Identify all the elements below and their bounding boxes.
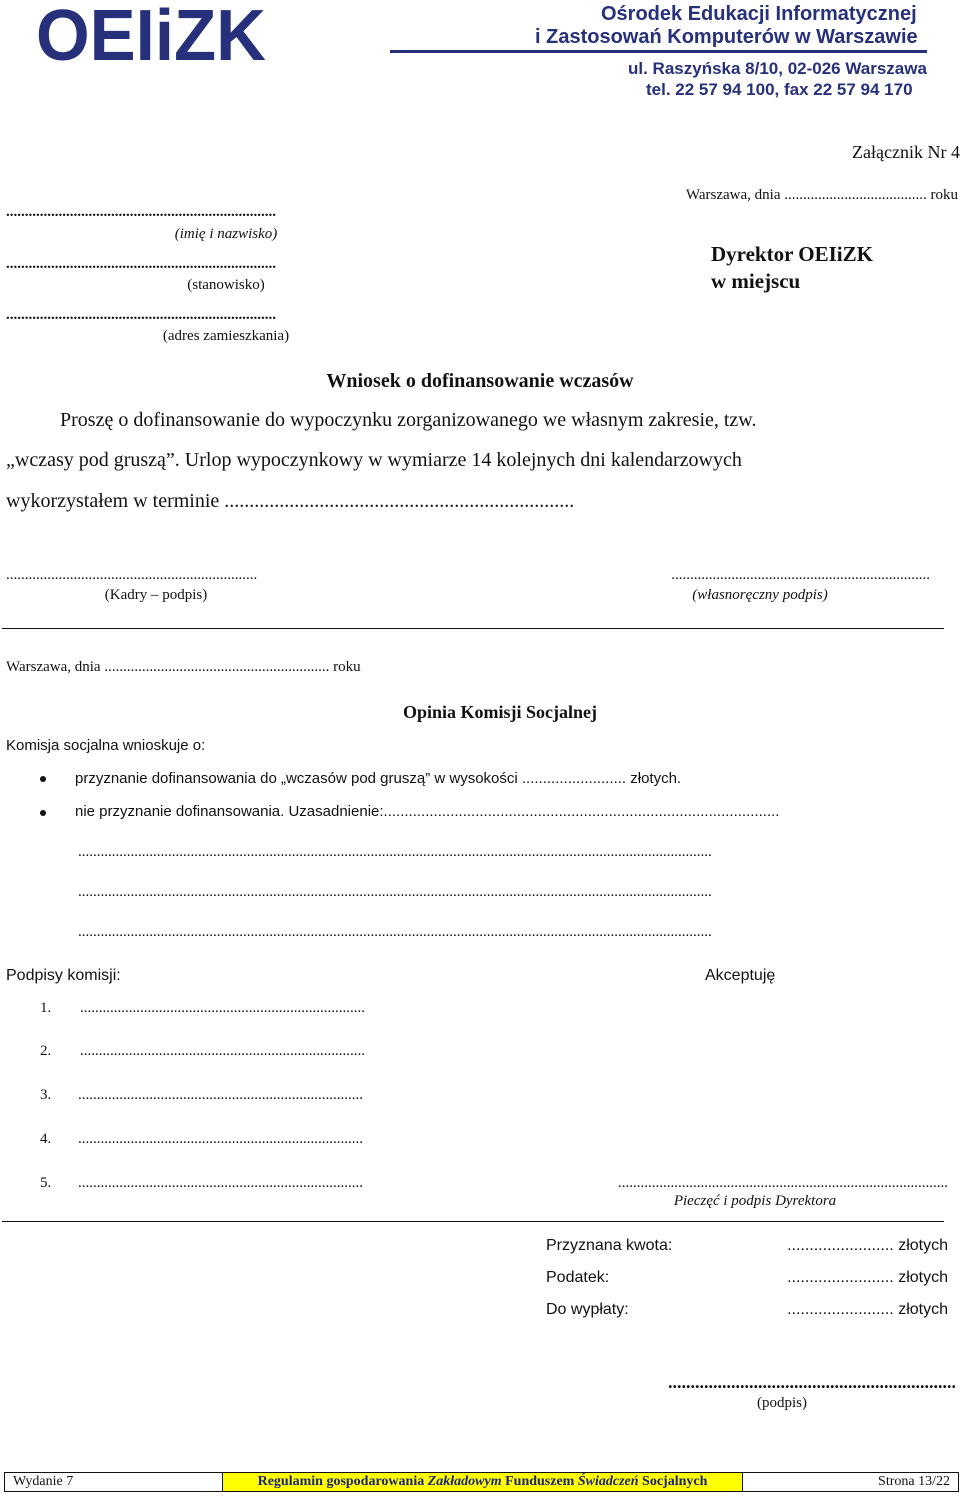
member-number: 3.	[40, 1087, 52, 1103]
section-divider	[2, 1221, 944, 1222]
opinion-intro: Komisja socjalna wnioskuje o:	[6, 737, 206, 754]
footer-edition: Wydanie 7	[5, 1473, 223, 1491]
name-dots: ........................................................................	[6, 204, 276, 220]
footer-title	[223, 1473, 743, 1491]
attachment-number: Załącznik Nr 4	[852, 142, 960, 162]
bullet-icon	[40, 810, 46, 816]
member-signature-dots: ............................................................................	[80, 1000, 365, 1016]
director-signature-dots: ........................................................................................	[618, 1175, 948, 1191]
director-signature-label: Pieczęć i podpis Dyrektora	[673, 1193, 837, 1209]
accept-label: Akceptuję	[705, 967, 776, 984]
option-deny: nie przyznanie dofinansowania. Uzasadnienie:...............................................................................................	[75, 803, 780, 820]
member-number: 5.	[40, 1175, 52, 1191]
tax-value: ........................ złotych	[787, 1269, 948, 1286]
request-line2: „wczasy pod gruszą”. Urlop wypoczynkowy w wymiarze 14 kolejnych dni kalendarzowych	[6, 449, 742, 471]
member-signature-dots: ............................................................................	[78, 1131, 363, 1147]
committee-signatures-label: Podpisy komisji:	[6, 967, 121, 984]
footer-page-number: Strona 13/22	[878, 1474, 950, 1489]
own-signature-label: (własnoręczny podpis)	[692, 587, 828, 603]
footer-title-part: Zakładowym	[427, 1474, 502, 1489]
member-number: 1.	[40, 1000, 52, 1016]
institution-phone: tel. 22 57 94 100, fax 22 57 94 170	[646, 80, 913, 99]
footer-title-part: Funduszem	[501, 1474, 578, 1489]
justification-line: .........................................................................................................................................................................	[78, 924, 712, 940]
address-dots: ........................................................................	[6, 307, 276, 323]
institution-name-line1: Ośrodek Edukacji Informatycznej	[601, 3, 917, 25]
member-number: 4.	[40, 1131, 52, 1147]
opinion-title: Opinia Komisji Socjalnej	[402, 702, 597, 722]
granted-amount-label: Przyznana kwota:	[546, 1237, 673, 1254]
section-divider	[2, 628, 944, 629]
own-signature-dots: .....................................................................	[671, 567, 930, 583]
position-label: (stanowisko)	[187, 277, 265, 293]
justification-line: .........................................................................................................................................................................	[78, 844, 712, 860]
option-grant: przyznanie dofinansowania do „wczasów pod gruszą” w wysokości ......................... złotych.	[75, 770, 682, 787]
recipient-line1: Dyrektor OEIiZK	[711, 242, 873, 266]
request-line1: Proszę o dofinansowanie do wypoczynku zorganizowanego we własnym zakresie, tzw.	[60, 409, 757, 431]
position-dots: ........................................................................	[6, 256, 276, 272]
payout-signature-label: (podpis)	[757, 1395, 807, 1411]
request-line3: wykorzystałem w terminie ......................................................................	[6, 490, 575, 512]
justification-line: .........................................................................................................................................................................	[78, 884, 712, 900]
hr-signature-label: (Kadry – podpis)	[104, 587, 208, 603]
footer-title-part: Świadczeń	[577, 1474, 639, 1489]
member-signature-dots: ............................................................................	[80, 1043, 365, 1059]
tax-label: Podatek:	[546, 1269, 610, 1286]
request-title: Wniosek o dofinansowanie wczasów	[326, 370, 634, 392]
page-footer	[4, 1472, 959, 1492]
address-label: (adres zamieszkania)	[162, 328, 290, 344]
payout-label: Do wypłaty:	[546, 1301, 629, 1318]
institution-name-line2: i Zastosowań Komputerów w Warszawie	[535, 26, 918, 48]
opinion-date-line: Warszawa, dnia ............................................................ roku	[6, 659, 361, 675]
header-rule	[390, 50, 927, 53]
hr-signature-dots: ...................................................................	[6, 567, 258, 583]
footer-title-part: Regulamin gospodarowania	[257, 1474, 428, 1489]
logo-text: OEIiZK	[36, 2, 266, 66]
granted-amount-value: ........................ złotych	[787, 1237, 948, 1254]
payout-value: ........................ złotych	[787, 1301, 948, 1318]
institution-address: ul. Raszyńska 8/10, 02-026 Warszawa	[628, 59, 927, 78]
footer-title-part: Socjalnych	[638, 1474, 708, 1489]
payout-signature-dots: ................................................................	[668, 1372, 956, 1392]
recipient-line2: w miejscu	[711, 269, 801, 293]
date-line: Warszawa, dnia ...................................... roku	[685, 187, 958, 203]
bullet-icon	[40, 776, 46, 782]
name-label: (imię i nazwisko)	[174, 226, 278, 242]
member-signature-dots: ............................................................................	[78, 1175, 363, 1191]
oeiizk-logo	[36, 2, 268, 66]
member-signature-dots: ............................................................................	[78, 1087, 363, 1103]
member-number: 2.	[40, 1043, 52, 1059]
